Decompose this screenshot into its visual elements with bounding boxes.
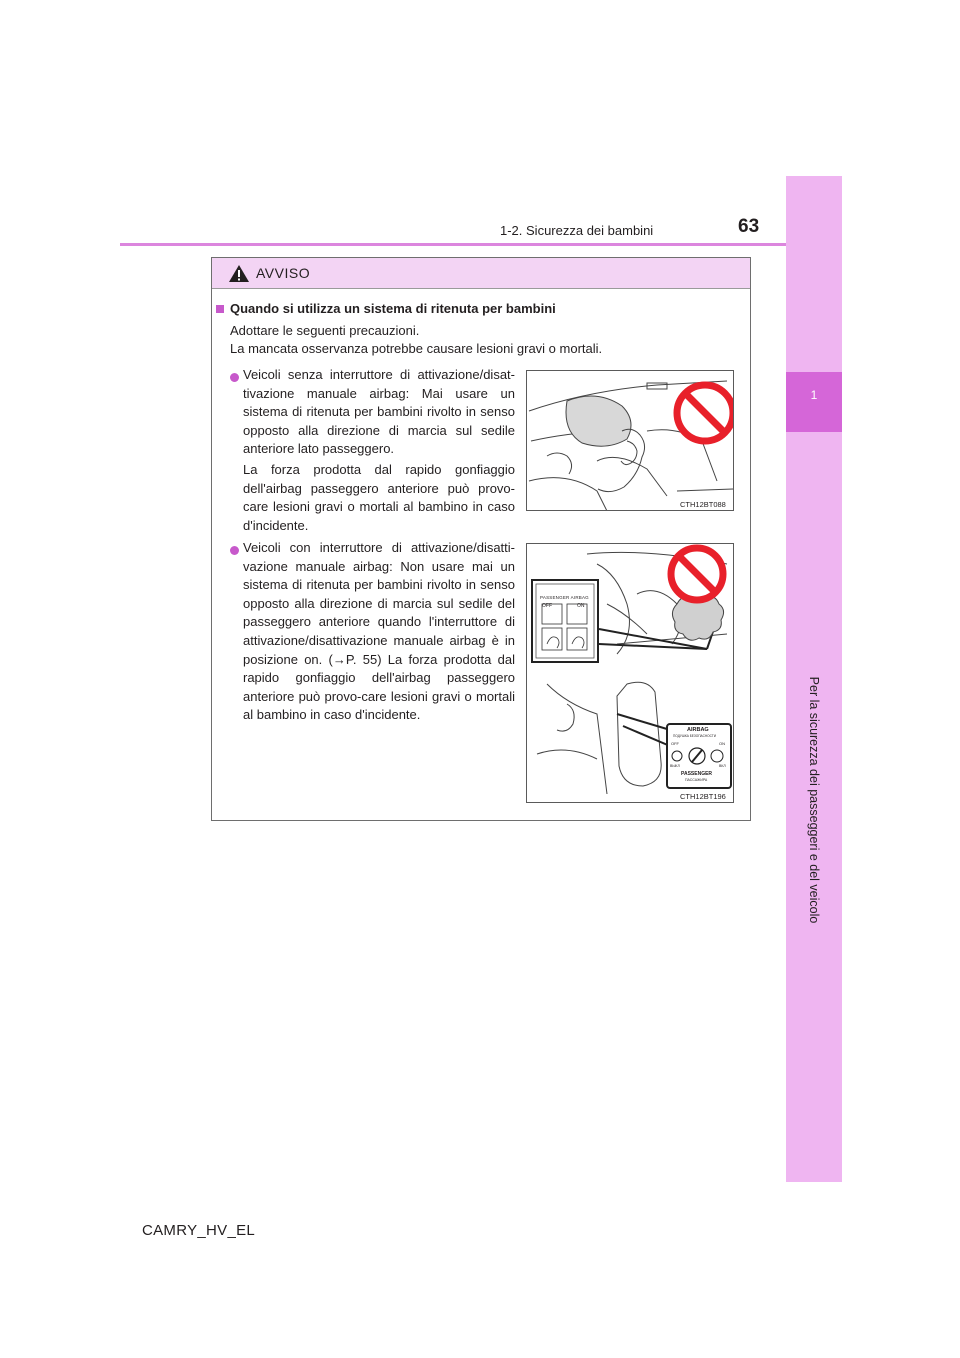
model-code: CAMRY_HV_EL	[142, 1222, 256, 1239]
panel-on-label: ON	[577, 603, 585, 609]
header-rule	[120, 243, 786, 246]
panel-label-top: PASSENGER AIRBAG	[540, 595, 589, 600]
section-title: 1-2. Sicurezza dei bambini	[500, 223, 654, 238]
switch-off-label: OFF	[671, 741, 679, 746]
intro-line-2: La mancata osservanza potrebbe causare lesioni gravi o mortali.	[230, 341, 603, 356]
airbag-switch-drawing	[527, 544, 734, 803]
chapter-number: 1	[810, 388, 818, 402]
illustration-rear-facing-seat-airbag	[526, 370, 734, 511]
item-1-text: Veicoli senza interruttore di attivazione/disat-tivazione manuale airbag: Mai usare un sistema di ritenuta per bambini rivolto in senso opposto alla direzione di marcia sul sedile anteriore lato passeggero.	[243, 367, 515, 457]
switch-on-ru-label: ВКЛ	[719, 764, 726, 768]
panel-off-label: OFF	[542, 603, 552, 609]
switch-title: AIRBAG	[687, 727, 709, 733]
warning-title: AVVISO	[256, 265, 311, 281]
page-number: 63	[738, 216, 760, 237]
illustration-2-caption: CTH12BT196	[680, 792, 726, 801]
switch-on-label: ON	[719, 741, 725, 746]
chapter-tab	[786, 372, 842, 432]
round-bullet-icon	[230, 546, 239, 555]
round-bullet-icon	[230, 373, 239, 382]
illustration-airbag-switch-vehicle	[526, 543, 734, 803]
warning-subtitle: Quando si utilizza un sistema di ritenuta per bambini	[230, 301, 556, 316]
airbag-child-seat-drawing	[527, 371, 734, 511]
item-2-text: Veicoli con interruttore di attivazione/disatti-vazione manuale airbag: Non usare mai un sistema di ritenuta per bambini rivolto in senso opposto alla direzione di marcia sul sedile del passeggero anteriore quando l'interruttore di attivazione/disattivazione manuale airbag è in posizione on. (→P. 55) La forza prodotta dal rapido gonfiaggio dell'airbag passeggero anteriore può provo-care lesioni gravi o mortali al bambino in caso d'incidente.	[243, 540, 515, 723]
square-bullet-icon	[216, 305, 224, 313]
switch-bottom-label: PASSENGER	[681, 771, 713, 777]
intro-line-1: Adottare le seguenti precauzioni.	[230, 323, 420, 338]
switch-off-ru-label: ВЫКЛ	[670, 764, 680, 768]
warning-header	[212, 258, 750, 289]
item-1-text-2: La forza prodotta dal rapido gonfiaggio dell'airbag passeggero anteriore può provo-care lesioni gravi o mortali al bambino in caso d'incidente.	[243, 462, 515, 533]
illustration-1-caption: CTH12BT088	[680, 500, 726, 509]
switch-bottom-ru-label: ПАССАЖИРА	[685, 778, 708, 782]
chapter-title: Per la sicurezza dei passeggeri e del veicolo	[807, 676, 821, 924]
warning-triangle-icon	[228, 264, 250, 283]
switch-ru-top: ПОДУШКА БЕЗОПАСНОСТИ	[673, 734, 717, 738]
